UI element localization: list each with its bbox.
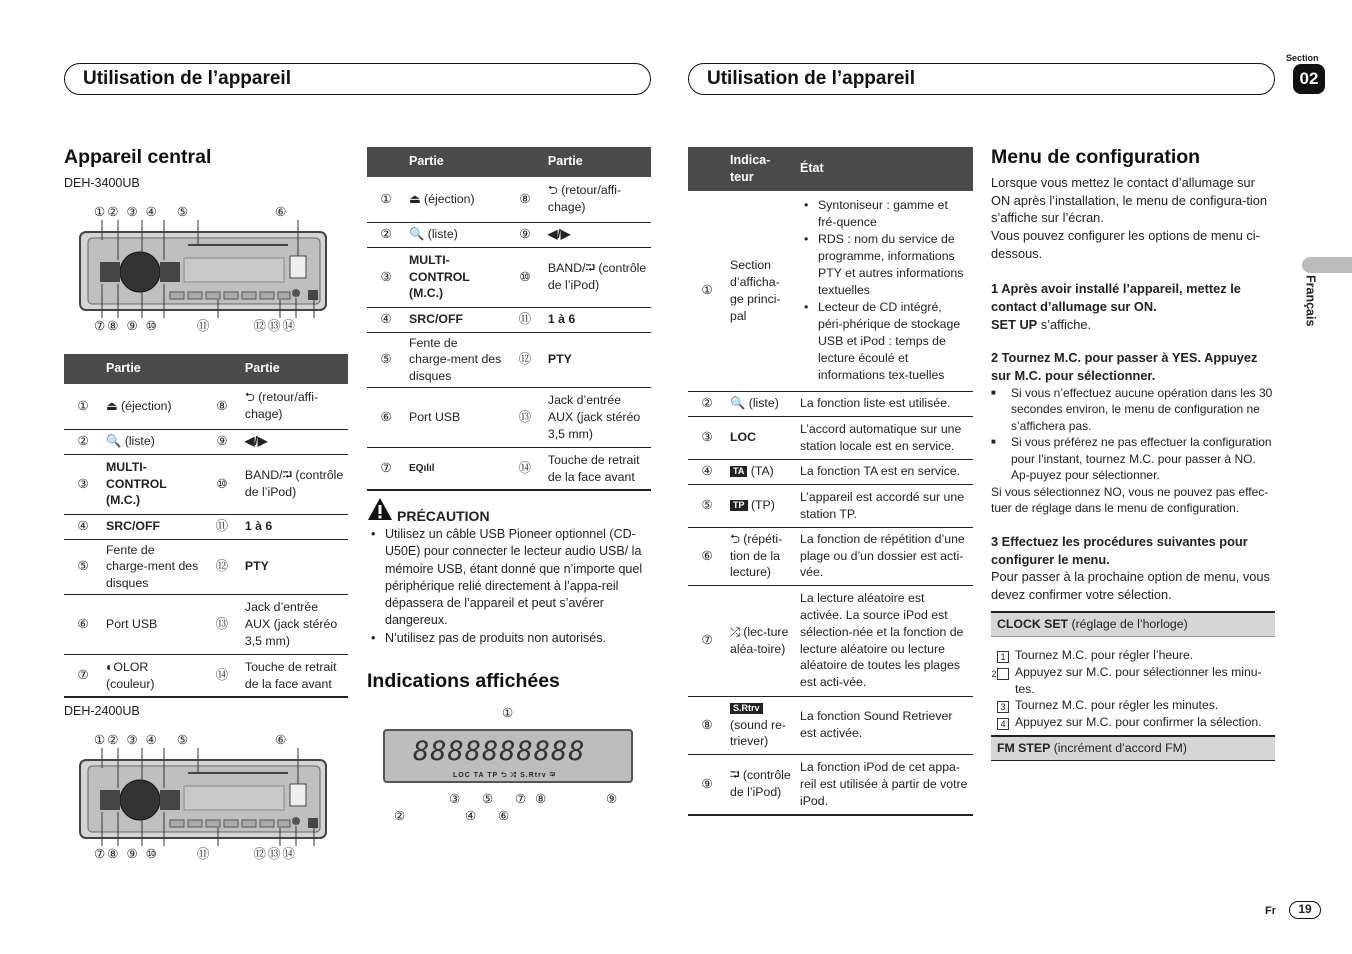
callouts-top-1: ①② ③ ④ ⑤ ⑥ (94, 205, 289, 219)
indications-title: Indications affichées (367, 670, 560, 692)
footer-lang: Fr (1265, 905, 1276, 917)
lcd-callout-8: ⑧ (535, 792, 547, 806)
lcd-indicator-row: LOC TA TP ⮌ ⤮ S.Rtrv ⮒ (453, 772, 557, 779)
section-label: Section (1286, 53, 1319, 63)
lcd-callout-6: ⑥ (498, 809, 510, 823)
model-1: DEH-3400UB (64, 176, 140, 190)
warning-icon (367, 497, 393, 521)
clock-step: 4 Appuyez sur M.C. pour confirmer la sélection. (997, 714, 1269, 731)
sound-retriever-icon: S.Rtrv (730, 703, 763, 714)
callouts-bottom-2: ⑦⑧ ⑨ ⑩ ⑪ ⑫⑬⑭ (94, 847, 297, 861)
indicator-table: Indica-teur État ① Section d’afficha-ge princi-pal • Syntoniseur : gamme et fré-quence • RDS : nom du service de programme, informations PTY et autres informations textuelles • Lecteur de CD intégré, péri-phérique de stockage USB et iPod : temps de lecture écoulé et informations tex-tuelles ② 🔍 (liste) La fonction liste est utilisée. ③ LOC L’accord automatique sur une station locale est en service. ④ TA (TA) La fonction TA est en service. ⑤ TP (TP) L’appareil est accordé sur une station TP. ⑥ ⮌ (répéti-tion de la lecture) La fonction de répétition d’une plage ou d’un dossier est acti-vée. ⑦ ⤮ (lec-ture aléa-toire) La lecture aléatoire est activée. La source iPod est sélection-née et la fonction de lecture aléatoire ou lecture aléatoire de toutes les plages est acti-vée. ⑧ S.Rtrv (sound re-triever) La fonction Sound Retriever est activée. ⑨ ⮒ (contrôle de l’iPod) La fonction iPod de cet appa-reil est utilisée à partir de votre iPod. (688, 147, 973, 816)
callouts-bottom-1: ⑦⑧ ⑨ ⑩ ⑪ ⑫⑬⑭ (94, 319, 297, 333)
caution-title: PRÉCAUTION (397, 508, 490, 524)
clock-set-block: CLOCK SET (réglage de l’horloge) 1 Tournez M.C. pour régler l’heure. 2 Appuyez sur M.C. pour sélectionner les minu-tes. 3 Tournez M.C. pour régler les minutes. 4 Appuyez sur M.C. pour confirmer la sélection. FM STEP (incrément d’accord FM) (991, 611, 1275, 761)
parts-table-left: Partie Partie ① ⏏ (éjection) ⑧ ⮌ (retour/affi-chage) ② 🔍 (liste) ⑨ ◀/▶ ③ MULTI-CONTROL (M.C.) ⑩ BAND/⮒ (contrôle de l’iPod) ④ SRC/OFF ⑪ 1 à 6 ⑤ Fente de charge-ment des disques ⑫ PTY ⑥ Port USB ⑬ Jack d’entrée AUX (jack stéréo 3,5 mm) ⑦ ◐OLOR (couleur) ⑭ Touche de retrait de la face avant (64, 354, 348, 698)
left-header: Utilisation de l’appareil (64, 63, 651, 95)
indicator-list-item: • Syntoniseur : gamme et fré-quence (800, 197, 969, 231)
lcd-display (383, 729, 633, 783)
lcd-callout-9: ⑨ (606, 792, 618, 806)
page-number: 19 (1289, 901, 1321, 919)
callouts-top-2: ①② ③ ④ ⑤ ⑥ (94, 733, 289, 747)
clock-step: 1 Tournez M.C. pour régler l’heure. (997, 647, 1269, 664)
language-tab (1302, 257, 1352, 273)
menu-intro-2: Vous pouvez configurer les options de menu ci-dessous. (991, 227, 1260, 261)
note-3: Si vous sélectionnez NO, vous ne pouvez pas effec-tuer de réglage dans le menu de configuration. (991, 484, 1269, 516)
tp-icon: TP (730, 500, 748, 511)
clock-step: 3 Tournez M.C. pour régler les minutes. (997, 697, 1269, 714)
indicator-list-item: • RDS : nom du service de programme, informations PTY et autres informations textuelles (800, 231, 969, 299)
step-2: 2 Tournez M.C. pour passer à YES. Appuyez sur M.C. pour sélectionner. (991, 350, 1258, 383)
ta-icon: TA (730, 466, 747, 477)
lcd-callout-4: ④ (465, 809, 477, 823)
right-header: Utilisation de l’appareil (688, 63, 1275, 95)
parts-table-middle: Partie Partie ① ⏏ (éjection) ⑧ ⮌ (retour/affi-chage) ② 🔍 (liste) ⑨ ◀/▶ ③ MULTI-CONTROL (M.C.) ⑩ BAND/⮒ (contrôle de l’iPod) ④ SRC/OFF ⑪ 1 à 6 ⑤ Fente de charge-ment des disques ⑫ PTY ⑥ Port USB ⑬ Jack d’entrée AUX (jack stéréo 3,5 mm) ⑦ EQılıl ⑭ Touche de retrait de la face avant (367, 147, 651, 491)
caution-list (367, 526, 651, 647)
caution-item: • Utilisez un câble USB Pioneer optionnel (CD-U50E) pour connecter le lecteur audio USB/ la mémoire USB, étant donné que n’importe quel périphérique relié directement à l’appa-reil dépassera de l’appareil et peut s’avérer dangereux. (367, 526, 651, 630)
caution-item: • N’utilisez pas de produits non autorisés. (367, 630, 651, 647)
menu-title: Menu de configuration (991, 146, 1201, 168)
menu-intro: Lorsque vous mettez le contact d’allumage sur ON après l’installation, le menu de configura-tion s’affiche sur l’écran. (991, 175, 1267, 226)
model-2: DEH-2400UB (64, 704, 140, 718)
language-label: Français (1303, 275, 1318, 327)
step-3-text: Pour passer à la prochaine option de menu, vous devez confirmer votre sélection. (991, 569, 1270, 602)
indicator-list-item: • Lecteur de CD intégré, péri-phérique de stockage USB et iPod : temps de lecture écoulé et informations tex-tuelles (800, 299, 969, 384)
lcd-callout-7: ⑦ (515, 792, 527, 806)
lcd-callout-5: ⑤ (482, 792, 494, 806)
lcd-segments: 8888888888 (413, 736, 586, 767)
note-2: ■ Si vous préférez ne pas effectuer la configuration pour l’instant, tournez M.C. pour passer à NO. Ap-puyez pour sélectionner. (991, 434, 1276, 484)
lcd-callout-3: ③ (449, 792, 461, 806)
step-1: 1 Après avoir installé l’appareil, mettez le contact d’allumage sur ON. (991, 281, 1241, 314)
menu-body: Lorsque vous mettez le contact d’allumage sur ON après l’installation, le menu de configura-tion s’affiche sur l’écran. Vous pouvez configurer les options de menu ci-dessous. 1 Après avoir installé l’appareil, mettez le contact d’allumage sur ON. SET UP s’affiche. 2 Tournez M.C. pour passer à YES. Appuyez sur M.C. pour sélectionner. ■ Si vous n’effectuez aucune opération dans les 30 secondes environ, le menu de configuration ne s’affichera pas. ■ Si vous préférez ne pas effectuer la configuration pour l’instant, tournez M.C. pour passer à NO. Ap-puyez pour sélectionner. Si vous sélectionnez NO, vous ne pouvez pas effec-tuer de réglage dans le menu de configuration. 3 Effectuez les procédures suivantes pour configurer le menu. Pour passer à la prochaine option de menu, vous devez confirmer votre sélection. (991, 174, 1276, 604)
lcd-callout-2: ② (394, 809, 406, 823)
appareil-title: Appareil central (64, 146, 212, 168)
note-1: ■ Si vous n’effectuez aucune opération dans les 30 secondes environ, le menu de configuration ne s’affichera pas. (991, 385, 1276, 435)
section-number: 02 (1293, 64, 1325, 94)
clock-step: 2 Appuyez sur M.C. pour sélectionner les minu-tes. (991, 664, 1262, 696)
lcd-callout-1: ① (502, 706, 514, 720)
step-3: 3 Effectuez les procédures suivantes pour configurer le menu. (991, 533, 1248, 567)
